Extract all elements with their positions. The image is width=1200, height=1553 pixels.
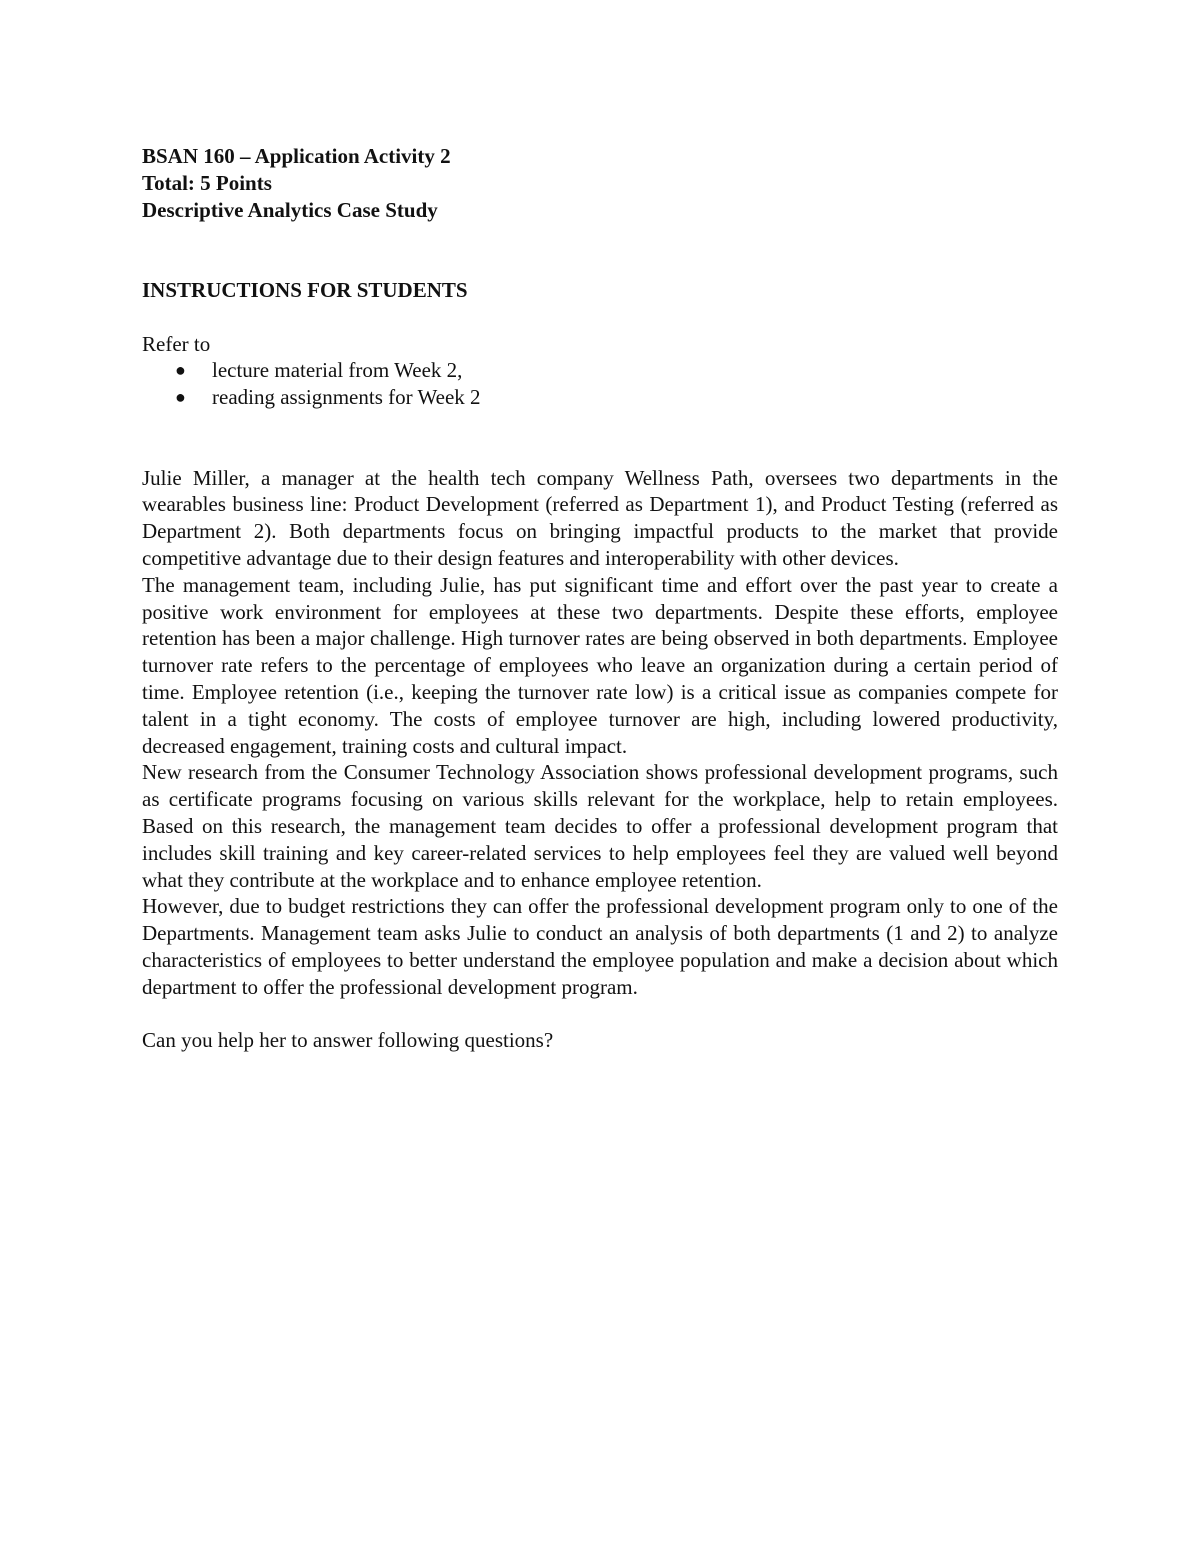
list-item-text: reading assignments for Week 2 — [212, 385, 481, 410]
bullet-icon: ● — [175, 360, 186, 381]
instructions-heading: INSTRUCTIONS FOR STUDENTS — [142, 277, 468, 302]
course-title: BSAN 160 – Application Activity 2 — [142, 144, 451, 168]
total-points: Total: 5 Points — [142, 170, 272, 195]
case-body — [142, 465, 1058, 1001]
case-paragraph: The management team, including Julie, has put significant time and effort over the past year to create a positive work environment for employees at these two departments. Despite these efforts, employee retention has been a major challenge. High turnover rates are being observed in both departments. Employee turnover rate refers to the percentage of employees who leave an organization during a certain period of time. Employee retention (i.e., keeping the turnover rate low) is a critical issue as companies compete for talent in a tight economy. The costs of employee turnover are high, including lowered productivity, decreased engagement, training costs and cultural impact. — [142, 572, 1058, 758]
bullet-icon: ● — [175, 387, 186, 408]
closing-question: Can you help her to answer following questions? — [142, 1028, 554, 1053]
list-item — [142, 384, 1058, 411]
refer-to-label: Refer to — [142, 331, 211, 356]
reference-list — [142, 357, 1058, 411]
list-item-text: lecture material from Week 2, — [212, 358, 463, 383]
case-paragraph: New research from the Consumer Technology Association shows professional development programs, such as certificate programs focusing on various skills relevant for the workplace, help to retain employees. Based on this research, the management team decides to offer a professional development program that includes skill training and key career-related services to help employees feel they are valued well beyond what they contribute at the workplace and to enhance employee retention. — [142, 760, 1058, 892]
case-study-subtitle: Descriptive Analytics Case Study — [142, 197, 438, 222]
case-paragraph: Julie Miller, a manager at the health tech company Wellness Path, oversees two departments in the wearables business line: Product Development (referred as Department 1), and Product Testing (referred as Department 2). Both departments focus on bringing impactful products to the market that provide competitive advantage due to their design features and interoperability with other devices. — [142, 465, 1058, 570]
document-content — [142, 143, 1058, 1054]
case-paragraph: However, due to budget restrictions they can offer the professional development program only to one of the Departments. Management team asks Julie to conduct an analysis of both departments (1 and 2) to analyze characteristics of employees to better understand the employee population and make a decision about which department to offer the professional development program. — [142, 894, 1058, 999]
list-item — [142, 357, 1058, 384]
